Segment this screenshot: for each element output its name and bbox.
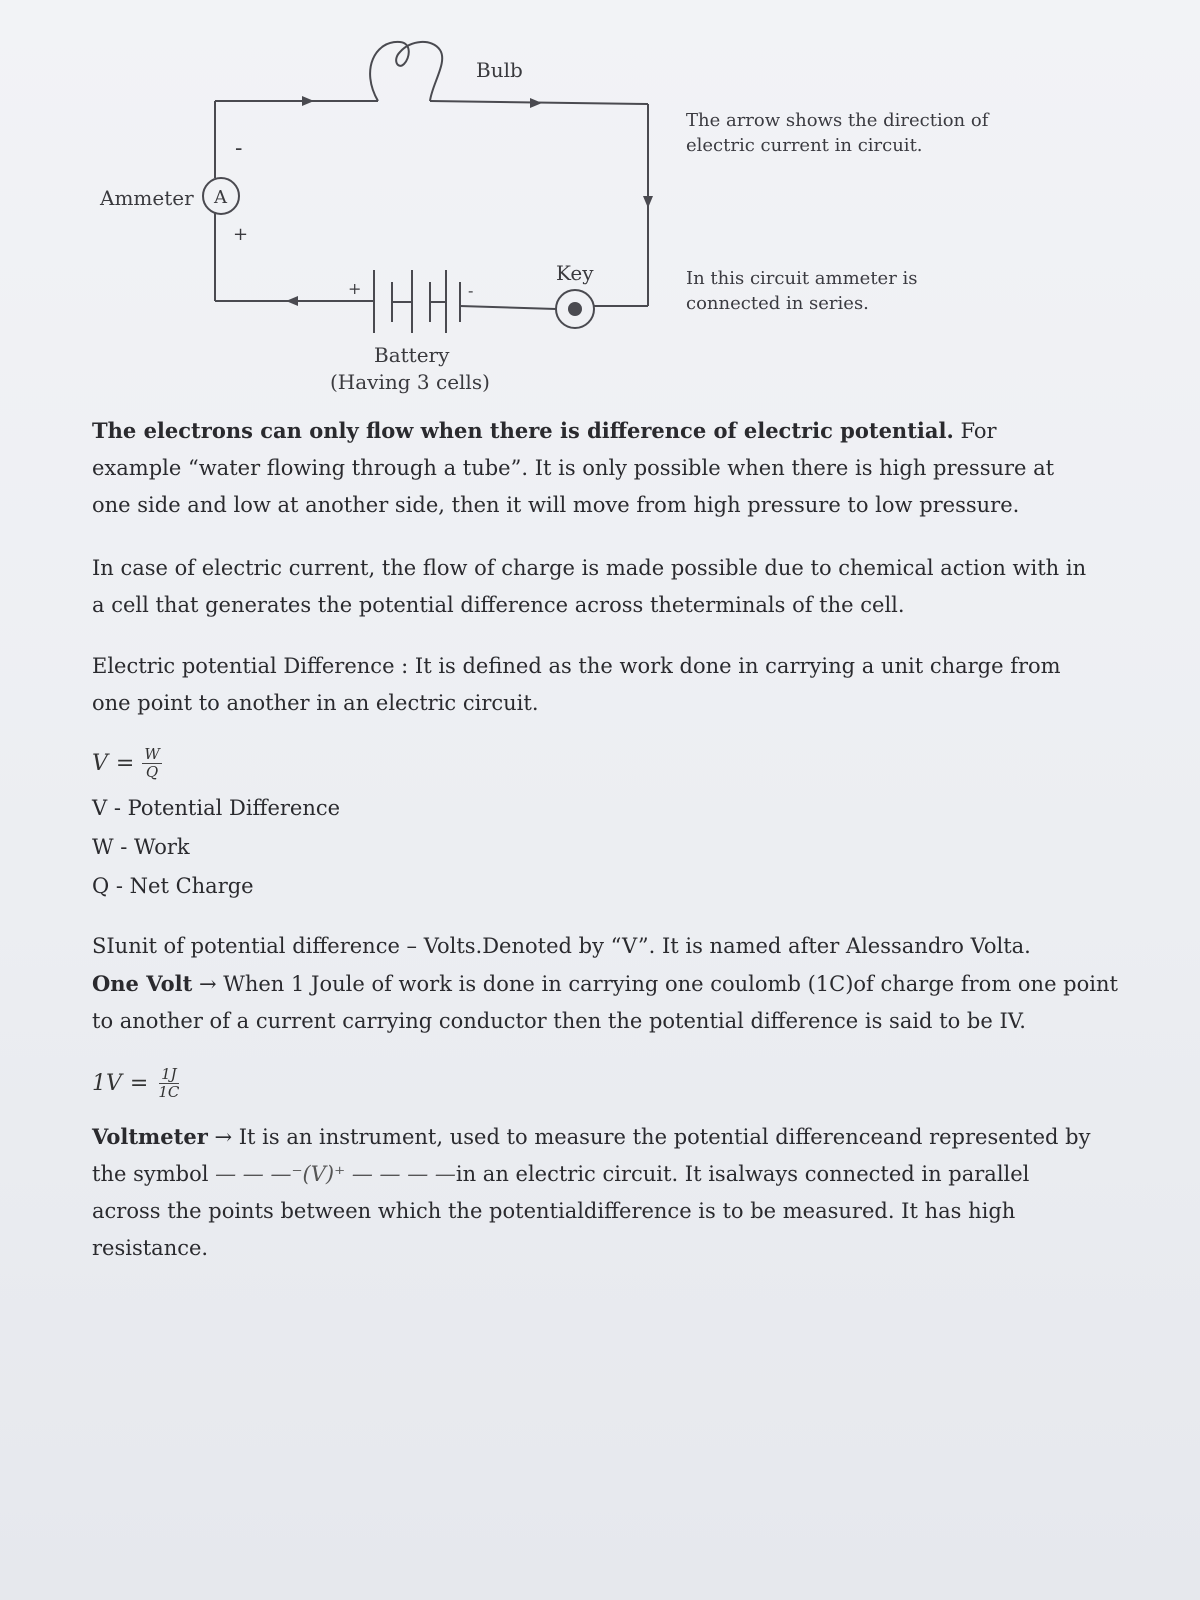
formula2-eq: = [129, 1071, 149, 1096]
ammeter-label: Ammeter [100, 186, 194, 210]
formula-fraction [142, 746, 161, 781]
note-arrow-direction: The arrow shows the direction of electric current in circuit. [686, 110, 989, 156]
voltmeter-arrow: → [214, 1125, 233, 1149]
paragraph-si-unit [92, 928, 1122, 1040]
voltmeter-text1: It is an instrument, used to measure the potential differenceand represented by the symbol [92, 1125, 1091, 1186]
formula2-lhs: 1V [92, 1071, 122, 1096]
bulb-icon [370, 42, 442, 101]
ammeter-plus: + [233, 224, 249, 245]
arrow-icon-top-right [530, 98, 542, 108]
arrow-icon-top-left [302, 96, 314, 106]
si-unit-line: SIunit of potential difference – Volts.Denoted by “V”. It is named after Alessandro Volta. [92, 934, 1031, 958]
paragraph-chemical-action: In case of electric current, the flow of charge is made possible due to chemical action with in a cell that generates the potential difference across theterminals of the cell. [92, 556, 1087, 617]
arrow-icon-bottom [286, 296, 298, 306]
formula-lhs: V [92, 751, 108, 776]
key-label: Key [556, 261, 594, 285]
definition-w: W - Work [92, 835, 190, 859]
paragraph-bold-lead: The electrons can only flow when there is difference of electric potential. [92, 418, 954, 443]
note-series: In this circuit ammeter is connected in series. [686, 268, 918, 314]
key-dot [568, 302, 582, 316]
bulb-label: Bulb [476, 58, 523, 82]
paragraph-voltmeter [92, 1118, 1092, 1267]
battery-minus: - [468, 281, 474, 300]
battery-label: Battery [374, 343, 450, 367]
paragraph-rest: For example “water flowing through a tube”. It is only possible when there is high pressure at one side and low at another side, then it will move from high pressure to low pressure. [92, 419, 1055, 517]
voltmeter-term: Voltmeter [92, 1124, 208, 1149]
voltmeter-symbol: — — —⁻(V)⁺ — — — — [215, 1162, 456, 1186]
paragraph-definition: Electric potential Difference : It is defined as the work done in carrying a unit charge from one point to another in an electric circuit. [92, 654, 1061, 715]
formula-denominator: Q [145, 763, 159, 781]
formula-eq: = [115, 751, 135, 776]
one-volt-term: One Volt [92, 971, 193, 996]
one-volt-text: When 1 Joule of work is done in carrying one coulomb (1C)of charge from one point to another of a current carrying conductor then the potential difference is said to be IV. [92, 972, 1118, 1033]
definition-v: V - Potential Difference [92, 796, 341, 820]
voltmeter-text2: in an electric circuit. It isalways connected in parallel across the points between which the potentialdifference is to be measured. It has high resistance. [92, 1162, 1030, 1260]
one-volt-arrow: → [198, 972, 217, 996]
formula-one-volt [92, 1066, 181, 1101]
ammeter-minus: - [235, 136, 243, 161]
formula-numerator: W [144, 745, 160, 763]
formula-potential [92, 746, 162, 781]
wire-key-battery [460, 306, 556, 309]
formula2-denominator: 1C [158, 1083, 180, 1101]
battery-sub: (Having 3 cells) [330, 370, 490, 394]
formula2-fraction [156, 1066, 181, 1101]
arrow-icon-right [643, 196, 653, 208]
battery-plus: + [348, 279, 362, 298]
battery-icon [374, 270, 460, 333]
circuit-diagram [0, 0, 1200, 420]
ammeter-symbol: A [214, 187, 227, 208]
definition-q: Q - Net Charge [92, 874, 254, 898]
formula2-numerator: 1J [161, 1065, 177, 1083]
paragraph-potential-flow [92, 412, 1092, 524]
